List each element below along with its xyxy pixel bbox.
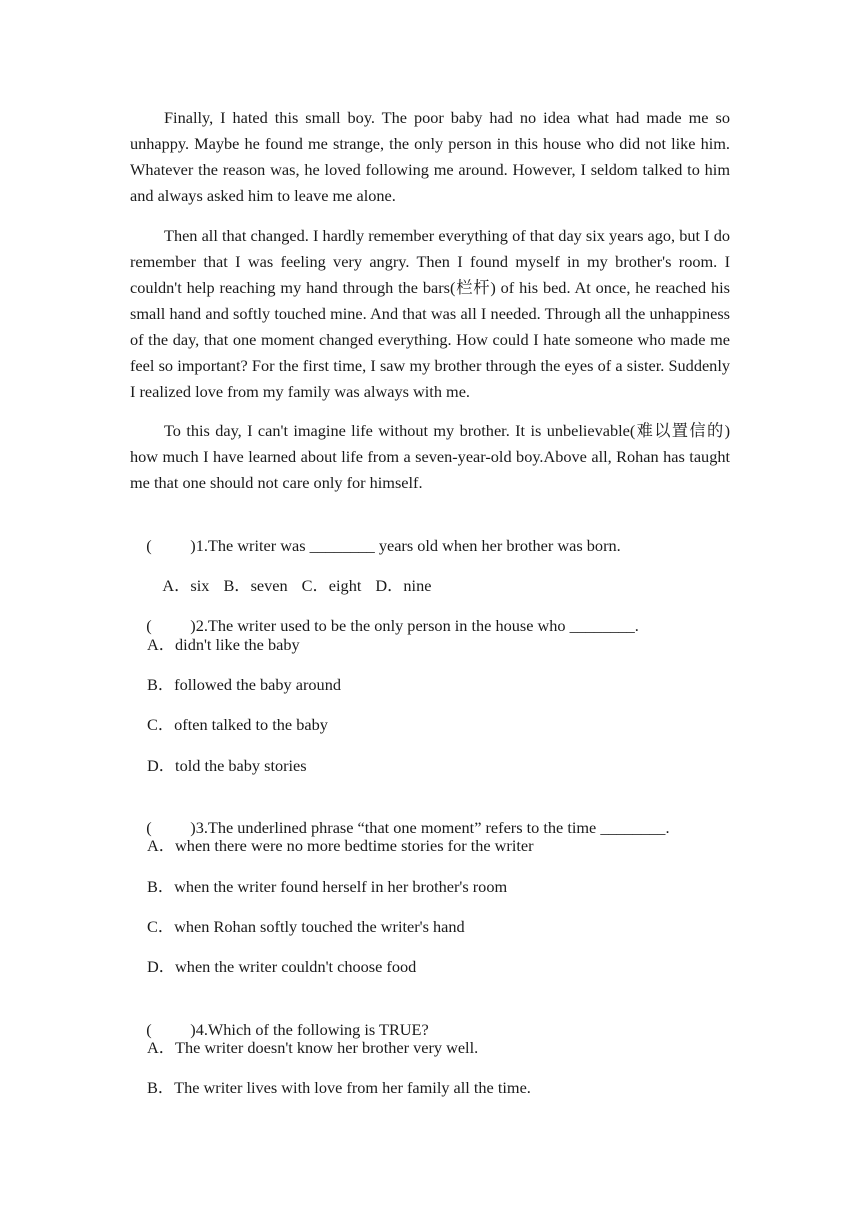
option-b: B．The writer lives with love from her family all the time. [147, 1078, 531, 1097]
answer-blank: ( [146, 616, 152, 635]
answer-blank: ( [146, 536, 152, 555]
option-a: A．didn't like the baby [147, 635, 300, 654]
passage-paragraph: Finally, I hated this small boy. The poor baby had no idea what had made me so unhappy. Maybe he found me strange, the only person in this house who did not like him. Whatever the reason was, he loved following me around. However, I seldom talked to him and always asked him to leave me alone. [130, 108, 730, 205]
option-d: D．told the baby stories [147, 756, 307, 775]
option-a: A．when there were no more bedtime stories for the writer [147, 836, 534, 855]
option-c: C．when Rohan softly touched the writer's hand [147, 917, 465, 936]
option-d: D．nine [375, 576, 432, 595]
passage-paragraph: To this day, I can't imagine life without my brother. It is unbelievable(难以置信的) how much I have learned about life from a seven-year-old boy.Above all, Rohan has taught me that one should not care only for himself. [130, 421, 730, 492]
question-stem: )3.The underlined phrase “that one moment” refers to the time ________. [190, 818, 670, 837]
question-stem: )4.Which of the following is TRUE? [190, 1020, 429, 1039]
question-stem: )2.The writer used to be the only person in the house who ________. [190, 616, 639, 635]
option-a: A．The writer doesn't know her brother very well. [147, 1038, 479, 1057]
answer-blank: ( [146, 1020, 152, 1039]
option-d: D．when the writer couldn't choose food [147, 957, 417, 976]
option-b: B．when the writer found herself in her brother's room [147, 877, 508, 896]
answer-blank: ( [146, 818, 152, 837]
option-c: C．often talked to the baby [147, 715, 328, 734]
option-a: A．six [162, 576, 210, 595]
question-stem: )1.The writer was ________ years old when her brother was born. [190, 536, 621, 555]
option-c: C．eight [301, 576, 362, 595]
passage-paragraph: Then all that changed. I hardly remember everything of that day six years ago, but I do remember that I was feeling very angry. Then I found myself in my brother's room. I couldn't help reaching my hand through the bars(栏杆) of his bed. At once, he reached his small hand and softly touched mine. And that was all I needed. Through all the unhappiness of the day, that one moment changed everything. How could I hate someone who made me feel so important? For the first time, I saw my brother through the eyes of a sister. Suddenly I realized love from my family was always with me. [130, 226, 730, 401]
option-b: B．followed the baby around [147, 675, 341, 694]
option-b: B．seven [223, 576, 288, 595]
